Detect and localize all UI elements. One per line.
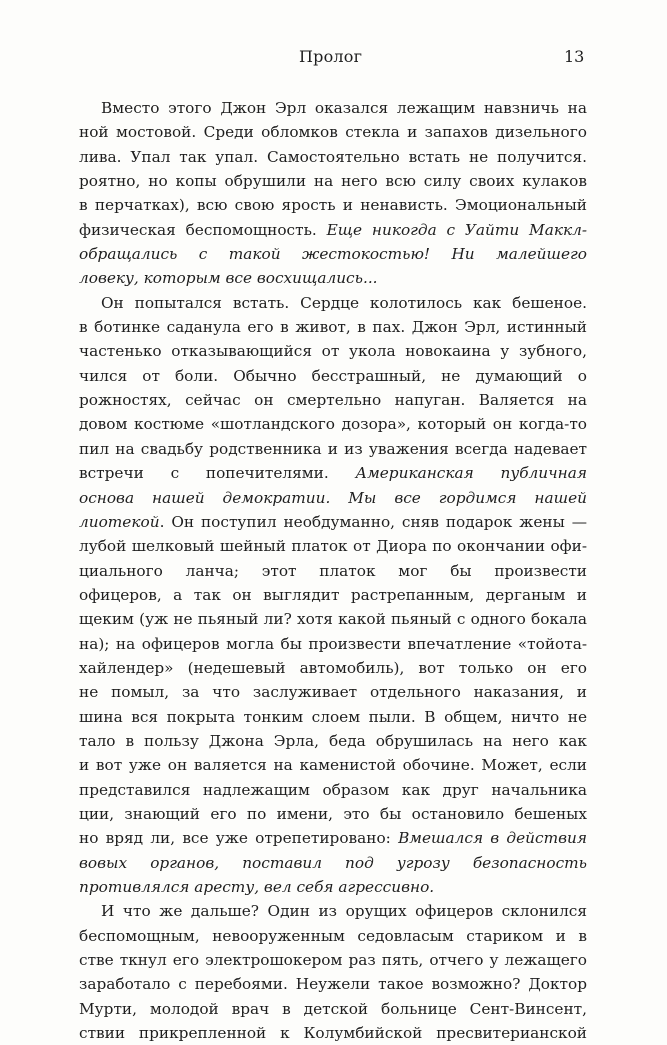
text-run: в перчатках), всю свою ярость и ненависть. Эмоциональный: [79, 196, 587, 215]
italic-text: противлялся аресту, вел себя агрессивно.: [79, 878, 435, 896]
running-title: Пролог: [299, 47, 363, 66]
text-line: [79, 948, 587, 972]
text-run: тало в пользу Джона Эрла, беда обрушилась на него как: [79, 731, 587, 750]
text-line: [79, 851, 587, 875]
text-line: [79, 826, 587, 850]
text-run: беспомощным, невооруженным седовласым стариком и в: [79, 926, 587, 945]
text-line: [79, 291, 587, 315]
text-run: Вместо этого Джон Эрл оказался лежащим навзничь на: [101, 99, 587, 117]
text-line: [79, 169, 587, 193]
text-line: [79, 607, 587, 631]
text-run: циального ланча; этот платок мог бы произвести: [79, 561, 587, 580]
text-line: [79, 583, 587, 607]
text-run: офицеров, а так он выглядит растрепанным, дерганым и: [79, 585, 587, 604]
text-line: [79, 972, 587, 996]
text-line: [79, 120, 587, 144]
text-line: [79, 96, 587, 120]
text-run: но вряд ли, все уже отрепетировано:: [79, 829, 399, 848]
text-line: [79, 437, 587, 461]
text-run: физическая беспомощность.: [79, 220, 327, 239]
text-line: [79, 632, 587, 656]
text-line: [79, 875, 587, 899]
text-run: заработало с перебоями. Неужели такое возможно? Доктор: [79, 975, 587, 994]
text-line: [79, 534, 587, 558]
text-run: хайлендер» (недешевый автомобиль), вот только он его: [79, 658, 587, 677]
page-number: 13: [564, 47, 585, 66]
body-text: [79, 96, 587, 1045]
text-run: . Он поступил необдуманно, сняв подарок жены —: [159, 512, 587, 531]
italic-text: Американская публичная: [355, 464, 587, 483]
text-run: на); на офицеров могла бы произвести впечатление «тойота-: [79, 634, 587, 653]
text-run: щеким (уж не пьяный ли? хотя какой пьяный с одного бокала: [79, 610, 587, 629]
text-run: частенько отказывающийся от укола новокаина у зубного,: [79, 342, 587, 361]
text-line: [79, 753, 587, 777]
text-run: ствии прикрепленной к Колумбийской пресвитерианской: [79, 1024, 587, 1043]
text-line: [79, 145, 587, 169]
text-run: чился от боли. Обычно бесстрашный, не думающий о: [79, 366, 587, 385]
italic-text: обращались с такой жестокостью! Ни малейшего: [79, 245, 587, 264]
text-line: [79, 680, 587, 704]
paragraph: [79, 899, 587, 1045]
text-line: [79, 388, 587, 412]
text-line: [79, 315, 587, 339]
italic-text: вовых органов, поставил под угрозу безопасность: [79, 853, 587, 872]
text-line: [79, 242, 587, 266]
text-run: и вот уже он валяется на каменистой обочине. Может, если: [79, 756, 587, 775]
italic-text: лиотекой: [79, 512, 160, 531]
text-line: [79, 778, 587, 802]
text-run: встречи с попечителями.: [79, 464, 356, 483]
text-line: [79, 510, 587, 534]
text-line: [79, 997, 587, 1021]
text-run: Он попытался встать. Сердце колотилось как бешеное.: [101, 293, 587, 312]
italic-text: Вмешался в действия: [398, 829, 587, 848]
text-run: ции, знающий его по имени, это бы остановило бешеных: [79, 804, 587, 823]
text-run: ной мостовой. Среди обломков стекла и запахов дизельного: [79, 123, 587, 142]
text-line: [79, 729, 587, 753]
text-line: [79, 364, 587, 388]
text-line: [79, 559, 587, 583]
text-line: [79, 193, 587, 217]
text-line: [79, 412, 587, 436]
text-run: не помыл, за что заслуживает отдельного наказания, и: [79, 683, 587, 702]
text-run: пил на свадьбу родственника и из уважения всегда надевает: [79, 439, 587, 458]
text-run: стве ткнул его электрошокером раз пять, отчего у лежащего: [79, 951, 587, 970]
text-run: лива. Упал так упал. Самостоятельно встать не получится.: [79, 147, 587, 166]
text-line: [79, 924, 587, 948]
text-run: представился надлежащим образом как друг начальника: [79, 780, 587, 799]
text-line: [79, 705, 587, 729]
text-run: лубой шелковый шейный платок от Диора по окончании офи-: [79, 537, 587, 556]
paragraph: [79, 96, 587, 291]
text-run: Мурти, молодой врач в детской больнице Сент-Винсент,: [79, 999, 587, 1018]
italic-text: ловеку, которым все восхищались...: [79, 269, 378, 288]
text-run: шина вся покрыта тонким слоем пыли. В общем, ничто не: [79, 707, 587, 726]
text-line: [79, 802, 587, 826]
text-run: рожностях, сейчас он смертельно напуган. Валяется на: [79, 391, 587, 410]
text-run: роятно, но копы обрушили на него всю силу своих кулаков: [79, 172, 587, 191]
text-line: [79, 218, 587, 242]
text-run: в ботинке саданула его в живот, в пах. Джон Эрл, истинный: [79, 318, 587, 337]
italic-text: Еще никогда с Уайти Маккл: [326, 220, 587, 239]
paragraph: [79, 291, 587, 900]
text-line: [79, 461, 587, 485]
text-line: [79, 1021, 587, 1045]
text-line: [79, 656, 587, 680]
text-line: [79, 899, 587, 923]
italic-text: основа нашей демократии. Мы все гордимся нашей: [79, 488, 587, 507]
text-line: [79, 266, 587, 290]
text-line: [79, 339, 587, 363]
text-run: довом костюме «шотландского дозора», который он когда-то: [79, 415, 587, 434]
text-run: И что же дальше? Один из орущих офицеров склонился: [101, 902, 587, 921]
text-line: [79, 486, 587, 510]
